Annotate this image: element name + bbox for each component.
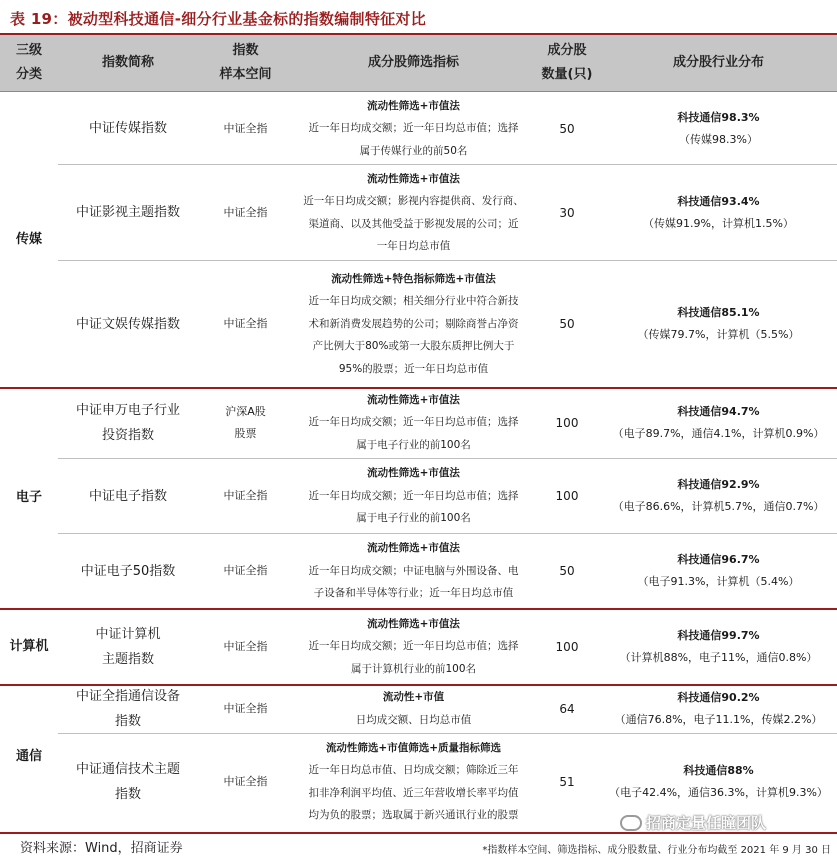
distribution-total: 科技通信85.1% — [677, 306, 760, 319]
index-name-line: 中证影视主题指数 — [75, 205, 180, 220]
index-name-line: 中证全指通信设备 — [75, 688, 180, 704]
category-line: 通信 — [15, 748, 42, 764]
distribution-total: 科技通信96.7% — [677, 553, 760, 566]
criteria-line: 近一年日均成交额；影视内容提供商、发行商、 — [303, 195, 524, 207]
criteria-cell — [293, 734, 534, 829]
constituent-count-cell — [534, 459, 600, 533]
criteria-cell — [293, 387, 534, 458]
header-sample-space-line-1: 指数 — [232, 43, 259, 58]
criteria-line: 渠道商、以及其他受益于影视发展的公司；近 — [308, 217, 519, 230]
sample-space-cell — [198, 261, 293, 387]
category-group — [0, 684, 837, 829]
distribution-total: 科技通信98.3% — [677, 110, 760, 124]
sample-space-line: 沪深A股 — [225, 404, 266, 418]
index-name-line: 中证计算机 — [95, 626, 161, 642]
criteria-cell — [293, 534, 534, 608]
date-note: *指数样本空间、筛选指标、成分股数量、行业分布均截至 2021 年 9 月 30 日 — [482, 845, 831, 856]
header-distribution — [600, 35, 837, 91]
distribution-line: （传媒91.9%，计算机1.5%） — [643, 216, 794, 230]
sample-space-cell — [198, 734, 293, 829]
sample-space-line: 中证全指 — [223, 701, 268, 715]
table-row — [58, 609, 837, 684]
sample-space-line: 中证全指 — [223, 564, 268, 577]
distribution-total: 科技通信93.4% — [677, 194, 760, 208]
distribution-line: （电子91.3%，计算机（5.4%） — [637, 575, 800, 588]
constituent-count: 30 — [559, 205, 575, 220]
criteria-line: 95%的股票；近一年日均总市值 — [338, 362, 489, 375]
constituent-count-cell — [534, 534, 600, 608]
category-line: 计算 — [9, 638, 36, 654]
criteria-line: 近一年日均总市值、日均成交额；筛除近三年 — [308, 764, 519, 776]
category-cell — [0, 387, 58, 608]
sample-space-cell — [198, 684, 293, 733]
sample-space-line: 中证全指 — [223, 121, 268, 135]
constituent-count: 100 — [555, 415, 579, 430]
header-sample-space-line-2: 样本空间 — [219, 67, 272, 82]
index-name-line: 指数 — [114, 786, 141, 802]
criteria-line: 近一年日均成交额；近一年日均总市值；选择 — [308, 416, 519, 429]
constituent-count: 64 — [559, 701, 575, 716]
criteria-line: 均为负的股票；选取属于新兴通讯行业的股票 — [308, 809, 519, 821]
distribution-total: 科技通信92.9% — [677, 478, 760, 491]
watermark-text: 招商定量任瞳团队 — [646, 814, 767, 832]
constituent-count: 50 — [559, 121, 575, 136]
criteria-line: 子设备和半导体等行业；近一年日均总市值 — [313, 587, 514, 600]
index-name-line: 投资指数 — [101, 427, 154, 443]
constituent-count-cell — [534, 261, 600, 387]
index-name-cell — [58, 165, 198, 260]
constituent-count-cell — [534, 609, 600, 684]
index-name-cell — [58, 534, 198, 608]
sample-space-line: 中证全指 — [223, 489, 268, 502]
constituent-count: 100 — [555, 639, 579, 654]
criteria-cell — [293, 93, 534, 164]
header-category-line-2: 分类 — [15, 67, 42, 82]
table-header — [0, 35, 837, 92]
table-title: 表 19：被动型科技通信-细分行业基金标的指数编制特征对比 — [10, 10, 427, 28]
criteria-line: 近一年日均成交额；近一年日均总市值；选择 — [308, 640, 519, 653]
header-criteria — [293, 35, 534, 91]
constituent-count-cell — [534, 684, 600, 733]
table-row — [58, 459, 837, 534]
criteria-line: 近一年日均成交额；中证电脑与外围设备、电 — [308, 564, 519, 577]
sample-space-cell — [198, 609, 293, 684]
industry-distribution-cell — [600, 165, 837, 260]
constituent-count-cell — [534, 734, 600, 829]
distribution-line: （电子86.6%，计算机5.7%，通信0.7%） — [612, 500, 825, 513]
constituent-count: 50 — [559, 564, 575, 578]
criteria-line: 属于计算机行业的前100名 — [350, 662, 477, 675]
criteria-line: 近一年日均成交额；近一年日均总市值；选择 — [308, 489, 519, 502]
criteria-method: 流动性筛选+市值法 — [367, 172, 460, 185]
index-name-line: 中证电子50指数 — [80, 563, 176, 579]
watermark — [620, 812, 766, 833]
sample-space-cell — [198, 459, 293, 533]
table-row — [58, 93, 837, 165]
criteria-method: 流动性筛选+市值法 — [367, 467, 460, 480]
criteria-method: 流动性筛选+市值法 — [367, 617, 460, 630]
index-name-line: 指数 — [114, 713, 141, 729]
criteria-line: 属于电子行业的前100名 — [356, 512, 471, 525]
industry-distribution-cell — [600, 684, 837, 733]
criteria-cell — [293, 261, 534, 387]
distribution-total: 科技通信99.7% — [677, 628, 760, 642]
header-index-name — [58, 35, 198, 91]
index-name-line: 主题指数 — [101, 651, 154, 667]
industry-distribution-cell — [600, 534, 837, 608]
criteria-method: 流动性筛选+市值筛选+质量指标筛选 — [325, 741, 502, 754]
constituent-count-cell — [534, 165, 600, 260]
category-line: 电子 — [15, 489, 42, 505]
distribution-line: （计算机88%，电子11%，通信0.8%） — [619, 650, 818, 664]
category-line: 机 — [35, 638, 49, 654]
distribution-line: （通信76.8%，电子11.1%，传媒2.2%） — [614, 712, 823, 726]
header-category — [0, 35, 58, 91]
index-name-cell — [58, 261, 198, 387]
sample-space-line: 中证全指 — [223, 639, 268, 653]
index-name-line: 中证传媒指数 — [88, 121, 167, 136]
criteria-line: 一年日均总市值 — [376, 240, 451, 252]
criteria-method: 流动性筛选+市值法 — [367, 542, 460, 555]
industry-distribution-cell — [600, 459, 837, 533]
index-name-line: 中证申万电子行业 — [75, 402, 180, 418]
distribution-total: 科技通信90.2% — [677, 690, 760, 704]
distribution-total: 科技通信94.7% — [677, 404, 760, 418]
criteria-cell — [293, 165, 534, 260]
index-name-cell — [58, 93, 198, 164]
constituent-count: 50 — [559, 317, 575, 331]
index-name-line: 中证文娱传媒指数 — [75, 316, 180, 332]
category-group — [0, 609, 837, 686]
header-distribution-line-1: 成分股行业分布 — [672, 55, 764, 70]
header-sample-space — [198, 35, 293, 91]
category-cell — [0, 609, 58, 684]
criteria-method: 流动性筛选+市值法 — [367, 393, 460, 406]
sample-space-cell — [198, 93, 293, 164]
category-group — [0, 387, 837, 610]
header-index-name-line-1: 指数简称 — [101, 55, 154, 70]
constituent-count: 51 — [559, 774, 575, 789]
industry-distribution-cell — [600, 261, 837, 387]
sample-space-line: 中证全指 — [223, 205, 268, 219]
index-name-cell — [58, 459, 198, 533]
table-row — [58, 534, 837, 608]
distribution-line: （传媒79.7%，计算机（5.5%） — [637, 328, 800, 341]
industry-distribution-cell — [600, 387, 837, 458]
criteria-method: 流动性筛选+市值法 — [367, 99, 460, 112]
sample-space-line: 中证全指 — [223, 317, 268, 330]
index-name-cell — [58, 387, 198, 458]
constituent-count-cell — [534, 387, 600, 458]
criteria-method: 流动性筛选+特色指标筛选+市值法 — [331, 272, 496, 285]
criteria-line: 产比例大于80%或第一大股东质押比例大于 — [312, 340, 515, 353]
criteria-line: 属于电子行业的前100名 — [356, 438, 471, 451]
category-cell — [0, 684, 58, 829]
table-row — [58, 165, 837, 261]
criteria-cell — [293, 609, 534, 684]
criteria-line: 术和新消费发展趋势的公司；剔除商誉占净资 — [308, 317, 519, 330]
criteria-method: 流动性+市值 — [382, 691, 445, 703]
criteria-cell — [293, 459, 534, 533]
category-group — [0, 93, 837, 389]
criteria-line: 扣非净利润平均值、近三年营收增长率平均值 — [308, 786, 519, 799]
chat-bubble-icon — [620, 815, 642, 831]
sample-space-cell — [198, 387, 293, 458]
distribution-line: （电子89.7%，通信4.1%，计算机0.9%） — [612, 426, 825, 440]
source-note: 资料来源：Wind，招商证券 — [20, 841, 183, 856]
constituent-count: 100 — [555, 489, 579, 503]
index-name-line: 中证电子指数 — [88, 488, 167, 504]
distribution-line: （电子42.4%，通信36.3%，计算机9.3%） — [609, 785, 828, 799]
index-name-cell — [58, 734, 198, 829]
category-line: 传媒 — [15, 232, 42, 247]
sample-space-line: 股票 — [234, 426, 257, 440]
criteria-line: 属于传媒行业的前50名 — [359, 144, 468, 157]
table-row — [58, 261, 837, 387]
constituent-count-cell — [534, 93, 600, 164]
index-name-cell — [58, 609, 198, 684]
index-name-cell — [58, 684, 198, 733]
industry-distribution-cell — [600, 93, 837, 164]
header-count-line-1: 成分股 — [547, 43, 587, 58]
table-row — [58, 684, 837, 734]
distribution-line: （传媒98.3%） — [679, 132, 758, 146]
header-category-line-1: 三级 — [15, 43, 42, 58]
index-name-line: 中证通信技术主题 — [75, 761, 180, 777]
table-row — [58, 387, 837, 459]
header-count-line-2: 数量(只) — [541, 67, 593, 82]
industry-distribution-cell — [600, 609, 837, 684]
sample-space-cell — [198, 534, 293, 608]
sample-space-line: 中证全指 — [223, 774, 268, 788]
criteria-cell — [293, 684, 534, 733]
category-cell — [0, 93, 58, 387]
header-count — [534, 35, 600, 91]
criteria-line: 近一年日均成交额；近一年日均总市值；选择 — [308, 122, 519, 135]
criteria-line: 日均成交额、日均总市值 — [355, 713, 472, 726]
sample-space-cell — [198, 165, 293, 260]
criteria-line: 近一年日均成交额；相关细分行业中符合新技 — [308, 295, 519, 308]
distribution-total: 科技通信88% — [683, 763, 754, 777]
header-criteria-line-1: 成分股筛选指标 — [367, 55, 459, 70]
